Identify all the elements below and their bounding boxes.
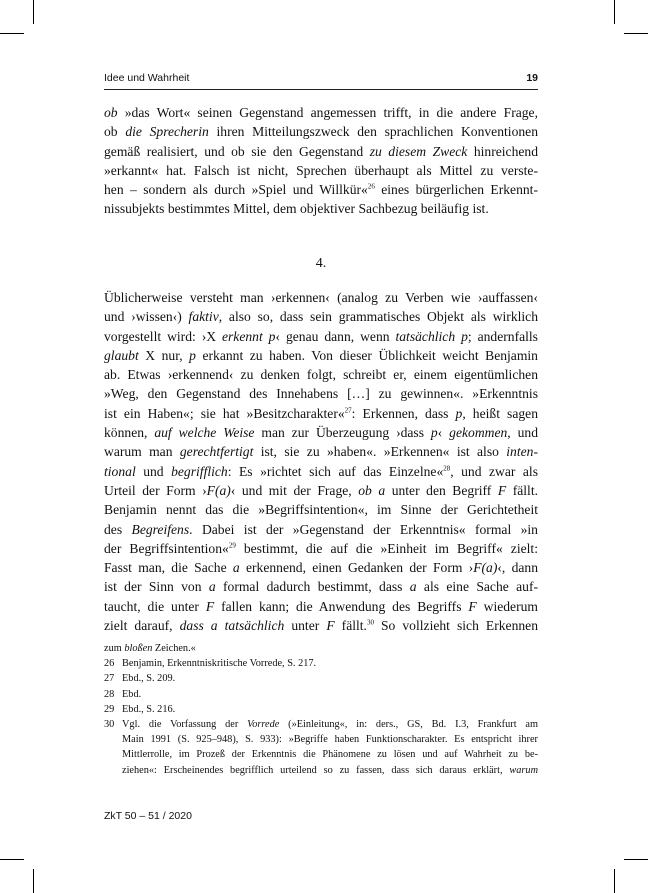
text-line: und ›wissen‹) faktiv, also so, dass sein grammatisches Objekt als wirklich [104,309,539,325]
footnote-28: 28 Ebd. [104,688,142,700]
text-line: vorgestellt wird: ›X erkennt p‹ genau dann, wenn tatsächlich p; andernfalls [104,328,538,344]
footnote-continuation: zum bloßen Zeichen.« [104,643,196,654]
text-line: Üblicherweise versteht man ›erkennen‹ (analog zu Verben wie ›auffassen‹ [104,290,538,305]
text-line: können, auf welche Weise man zur Überzeugung ›dass p‹ gekommen, und [104,425,538,441]
text-line: »erkannt« hat. Falsch ist nicht, Sprechen überhaupt als Mittel zu verste- [104,162,538,178]
text-line: hen – sondern als durch »Spiel und Willkür«$^{26}$ eines bürgerlichen Erkennt- [104,182,538,198]
text-line: des Begreifens. Dabei ist der »Gegenstand der Erkenntnis« formal »in [104,521,538,537]
header-rule [104,89,538,90]
section-number: 4. [315,256,327,271]
text-line: Fasst man, die Sache a erkennend, einen Gedanken der Form ›F(a)‹, dann [104,560,538,576]
footnote-27: 27 Ebd., S. 209. [104,673,176,685]
footnote-ref: 29 [228,541,236,550]
text-line: glaubt X nur, p erkannt zu haben. Von dieser Üblichkeit weicht Benjamin [104,347,538,363]
footnote-30-line: Main 1991 (S. 925–948), S. 933): »Begriffe haben Funktionscharakter. Es entspricht ihrer [122,734,538,746]
crop-mark-top-right-h [624,33,648,34]
text-line: Benjamin nennt das die »Begriffsintention«, im Sinne der Gerichtetheit [104,502,538,518]
footnote-26: 26 Benjamin, Erkenntniskritische Vorrede, S. 217. [104,658,317,670]
text-line: der Begriffsintention«$^{29}$ bestimmt, die auf die »Einheit im Begriff« zielt: [104,540,538,556]
crop-mark-bottom-right-h [624,859,648,860]
footnote-ref: 26 [367,182,375,191]
text-line: taucht, die unter F fallen kann; die Anwendung des Begriffs F wiederum [104,598,538,614]
text-line: ab. Etwas ›erkennend‹ zu denken folgt, schreibt er, einem eigentümlichen [104,367,538,383]
text-line: warum man gerechtfertigt ist, sie zu »haben«. »Erkennen« ist also inten- [104,444,538,460]
footnote-ref: 30 [366,618,374,627]
footnote-ref: 28 [443,464,451,473]
text-line: ob die Sprecherin ihren Mitteilungszweck den sprachlichen Konventionen [104,124,538,140]
text-line: ist ein Haben«; sie hat »Besitzcharakter«$^{27}$: Erkennen, dass p, heißt sagen [104,405,539,421]
crop-mark-top-right-v [614,0,615,24]
text-line: nissubjekts bestimmtes Mittel, dem objektiver Sachbezug beiläufig ist. [104,201,489,217]
footnote-30-line: ziehen«: Erscheinendes begrifflich urteilend so zu fassen, dass sich daraus erklärt, warum [122,764,538,776]
crop-mark-bottom-right-v [614,869,615,893]
running-header [104,72,538,86]
crop-mark-bottom-left-v [33,869,34,893]
text-line: ob »das Wort« seinen Gegenstand angemessen trifft, in die andere Frage, [104,105,538,120]
footnotes [104,641,538,778]
paragraph-2 [104,288,538,635]
text-line: zielt darauf, dass a tatsächlich unter F fällt.$^{30}$ So vollzieht sich Erkennen [104,618,539,634]
crop-mark-top-left-h [0,33,24,34]
running-title: Idee und Wahrheit [104,72,190,84]
text-line: »Weg, den Gegenstand des Innehabens […] zu gewinnen«. »Erkenntnis [104,386,538,402]
footnote-30-line: 30 Vgl. die Vorfassung der Vorrede (»Einleitung«, in: ders., GS, Bd. I.3, Frankfurt am [104,719,538,731]
text-line: tional und begrifflich: Es »richtet sich auf das Einzelne«$^{28}$, und zwar als [104,463,538,479]
journal-footer: ZkT 50 – 51 / 2020 [104,810,192,822]
text-line: Urteil der Form ›F(a)‹ und mit der Frage, ob a unter den Begriff F fällt. [104,482,538,498]
footnote-29: 29 Ebd., S. 216. [104,703,176,715]
footnote-30-line: Mittlerrolle, im Prozeß der Erkenntnis die Phänomene zu lösen und auf Wahrheit zu be- [122,749,538,761]
text-line: gemäß realisiert, und ob sie den Gegenstand zu diesem Zweck hinreichend [104,143,538,159]
crop-mark-top-left-v [33,0,34,24]
footnote-ref: 27 [344,406,352,415]
page-number: 19 [526,72,538,84]
paragraph-1 [104,103,538,219]
text-line: ist der Sinn von a formal dadurch bestimmt, dass a als eine Sache auf- [104,579,539,595]
crop-mark-bottom-left-h [0,859,24,860]
